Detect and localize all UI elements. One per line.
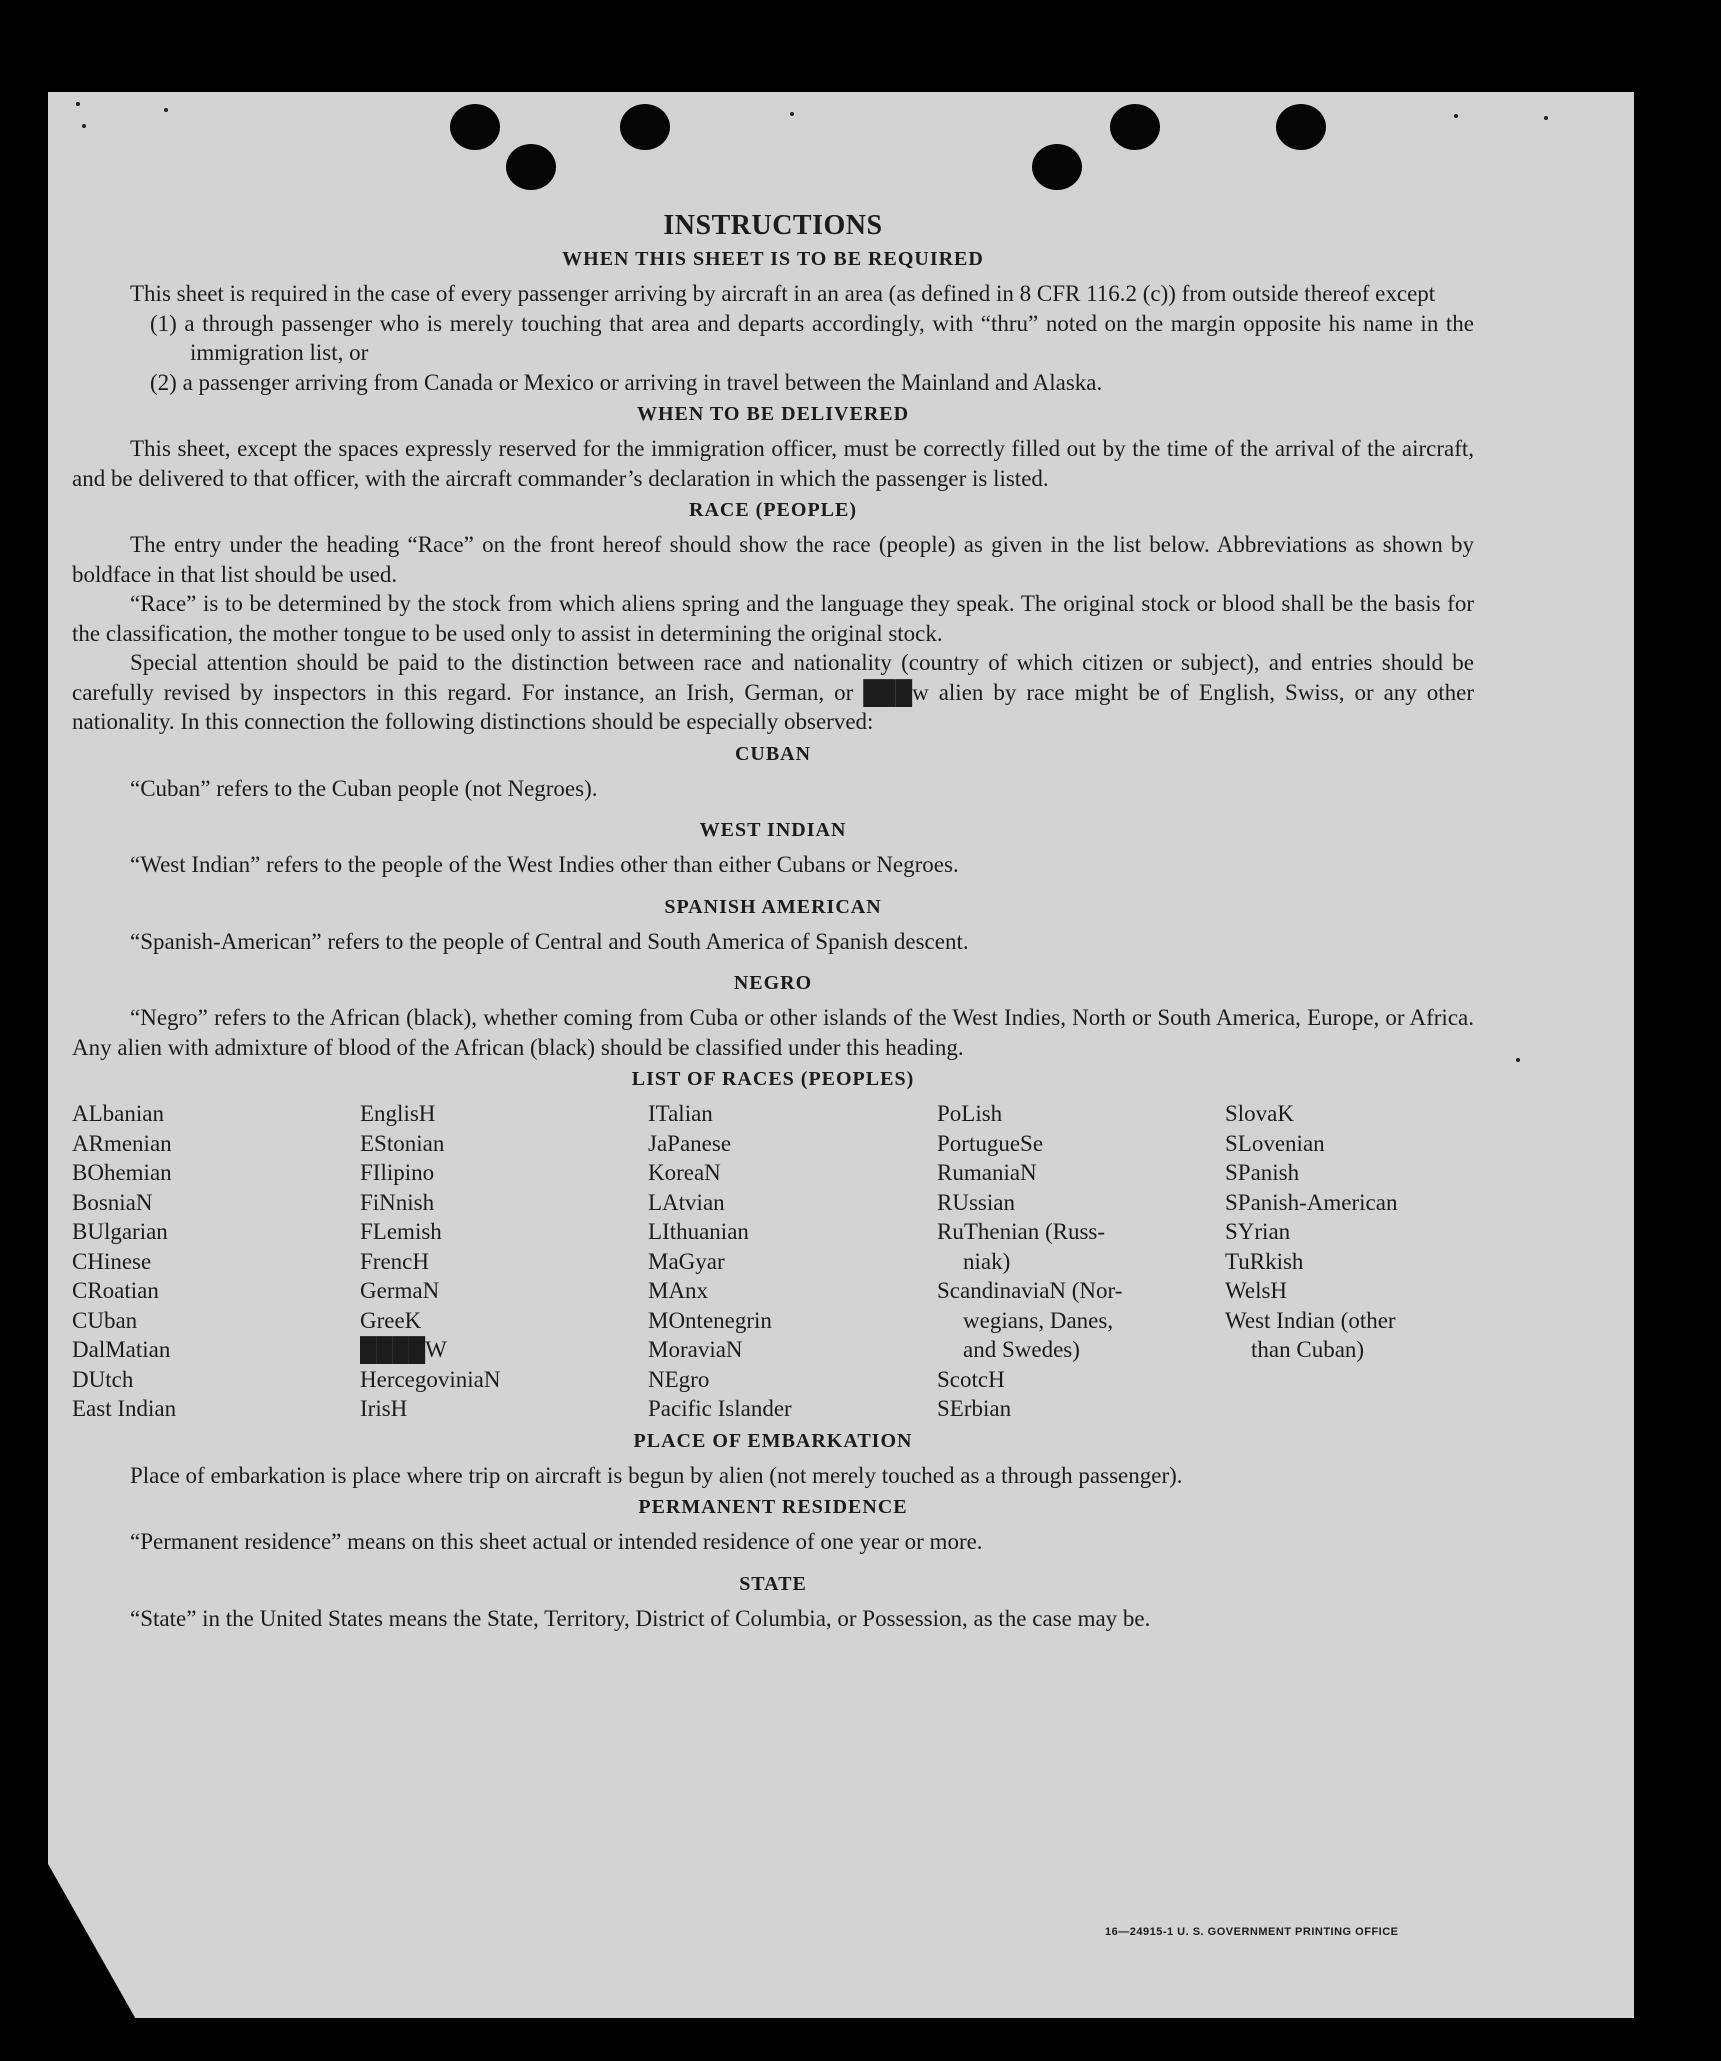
list-item: (1) a through passenger who is merely touching that area and departs accordingly, with “thru” noted on the margin opposite his name in the immigration list, or [150, 310, 1474, 365]
race-item: GreeK [360, 1307, 422, 1333]
section-heading: RACE (PEOPLE) [689, 499, 857, 521]
races-column [648, 1099, 937, 1424]
race-item: SLovenian [1225, 1130, 1325, 1156]
race-item: MaGyar [648, 1248, 725, 1274]
page-title: INSTRUCTIONS [663, 210, 883, 241]
race-item: ALbanian [72, 1101, 164, 1126]
section-heading: PLACE OF EMBARKATION [633, 1429, 913, 1452]
race-item: SPanish-American [1225, 1189, 1398, 1215]
race-item: RumaniaN [937, 1160, 1037, 1185]
race-item: TuRkish [1225, 1248, 1304, 1274]
race-item: RUssian [937, 1189, 1015, 1215]
paper-speck [1516, 1058, 1520, 1062]
paragraph: This sheet is required in the case of every passenger arriving by aircraft in an area (as defined in 8 CFR 116.2 (c)) from outside thereof except [130, 281, 1436, 306]
race-item: BosniaN [72, 1189, 153, 1215]
race-item: niak) [963, 1248, 1011, 1274]
section-heading: STATE [739, 1572, 807, 1595]
race-item: JaPanese [648, 1130, 732, 1156]
section-heading: CUBAN [734, 742, 812, 765]
races-list [72, 1099, 1474, 1424]
race-item: FIlipino [360, 1160, 435, 1185]
race-item: FLemish [360, 1219, 442, 1244]
race-item: EnglisH [360, 1101, 436, 1126]
printer-footer: 16—24915-1 U. S. GOVERNMENT PRINTING OFFICE [1105, 1926, 1399, 1938]
race-item: GermaN [360, 1278, 440, 1303]
race-item: ScandinaviaN (Nor- [937, 1278, 1123, 1303]
section-heading: LIST OF RACES (PEOPLES) [631, 1068, 915, 1090]
punch-hole [506, 144, 556, 190]
race-item: West Indian (other [1225, 1307, 1396, 1333]
race-item: BUlgarian [72, 1219, 168, 1244]
race-item: LIthuanian [648, 1219, 749, 1244]
races-column [360, 1099, 648, 1424]
races-column [1225, 1099, 1474, 1424]
race-item: IrisH [360, 1396, 408, 1421]
race-item: SPanish [1225, 1160, 1300, 1185]
race-item: SlovaK [1225, 1101, 1294, 1126]
section-heading: WHEN TO BE DELIVERED [636, 403, 910, 425]
race-item: ScotcH [937, 1366, 1005, 1392]
race-item: EStonian [360, 1130, 445, 1156]
races-column [72, 1099, 360, 1424]
paper-speck [76, 102, 80, 106]
race-item: SYrian [1225, 1219, 1291, 1244]
race-item: DUtch [72, 1366, 134, 1392]
race-item: ARmenian [72, 1130, 172, 1156]
paragraph: “Spanish-American” refers to the people of Central and South America of Spanish descent. [130, 928, 969, 954]
paragraph: “Race” is to be determined by the stock from which aliens spring and the language they speak. The original stock or blood shall be the basis for the classification, the mother tongue to be used only to assist in determining the original stock. [72, 591, 1474, 646]
section-heading: NEGRO [733, 972, 813, 994]
paper-speck [1454, 114, 1458, 118]
races-column [937, 1099, 1225, 1424]
section-heading: SPANISH AMERICAN [664, 895, 882, 918]
race-item: RuThenian (Russ- [937, 1219, 1106, 1244]
punch-hole [1276, 104, 1326, 150]
race-item: SErbian [937, 1396, 1012, 1421]
race-item: NEgro [648, 1366, 710, 1392]
race-item: FiNnish [360, 1189, 435, 1215]
race-item: MAnx [648, 1278, 709, 1303]
race-item: PoLish [937, 1101, 1003, 1126]
list-item: (2) a passenger arriving from Canada or Mexico or arriving in travel between the Mainland and Alaska. [150, 369, 1103, 395]
instructions-body [72, 208, 1474, 1633]
paragraph: “State” in the United States means the State, Territory, District of Columbia, or Possession, as the case may be. [130, 1605, 1151, 1631]
paragraph: This sheet, except the spaces expressly reserved for the immigration officer, must be correctly filled out by the time of the arrival of the aircraft, and be delivered to that officer, with the aircraft commander’s declaration in which the passenger is listed. [72, 436, 1474, 491]
race-item: ████W [360, 1337, 447, 1362]
punch-hole [1032, 144, 1082, 190]
race-item: MOntenegrin [648, 1307, 772, 1333]
race-item: CHinese [72, 1248, 152, 1274]
race-item: HercegoviniaN [360, 1366, 501, 1392]
race-item: ITalian [648, 1101, 713, 1126]
paragraph: Special attention should be paid to the distinction between race and nationality (country of which citizen or subject), and entries should be carefully revised by inspectors in this regard. For instance, an Irish, German, or ███w alien by race might be of English, Swiss, or any other nationality. In this connection the following distinctions should be especially observed: [72, 650, 1474, 734]
paragraph: “Negro” refers to the African (black), whether coming from Cuba or other islands of the West Indies, North or South America, Europe, or Africa. Any alien with admixture of blood of the African (black) should be classified under this heading. [72, 1005, 1474, 1060]
race-item: East Indian [72, 1396, 177, 1421]
paragraph: “Cuban” refers to the Cuban people (not Negroes). [130, 775, 598, 801]
paper-speck [1544, 116, 1548, 120]
section-heading: WEST INDIAN [699, 819, 847, 841]
race-item: CUban [72, 1307, 138, 1333]
race-item: Pacific Islander [648, 1396, 792, 1421]
race-item: BOhemian [72, 1160, 172, 1185]
paper-speck [164, 108, 168, 112]
race-item: PortugueSe [937, 1130, 1044, 1156]
paragraph: The entry under the heading “Race” on the front hereof should show the race (people) as given in the list below. Abbreviations as shown by boldface in that list should be used. [72, 532, 1474, 587]
paper-speck [790, 112, 794, 116]
race-item: DalMatian [72, 1337, 171, 1362]
paragraph: Place of embarkation is place where trip on aircraft is begun by alien (not merely touched as a through passenger). [130, 1462, 1183, 1488]
paragraph: “West Indian” refers to the people of the West Indies other than either Cubans or Negroes. [130, 852, 959, 877]
paper-speck [82, 124, 86, 128]
race-item: CRoatian [72, 1278, 159, 1303]
paragraph: “Permanent residence” means on this sheet actual or intended residence of one year or more. [130, 1529, 983, 1554]
race-item: LAtvian [648, 1189, 725, 1215]
punch-hole [1110, 104, 1160, 150]
race-item: FrencH [360, 1248, 429, 1274]
race-item: than Cuban) [1251, 1337, 1365, 1362]
race-item: WelsH [1225, 1278, 1288, 1303]
race-item: KoreaN [648, 1160, 721, 1185]
punch-hole [620, 104, 670, 150]
race-item: wegians, Danes, [963, 1307, 1114, 1333]
race-item: MoraviaN [648, 1337, 743, 1362]
section-heading: WHEN THIS SHEET IS TO BE REQUIRED [562, 248, 984, 270]
race-item: and Swedes) [963, 1337, 1080, 1362]
section-heading: PERMANENT RESIDENCE [638, 1496, 908, 1518]
punch-hole [450, 104, 500, 150]
